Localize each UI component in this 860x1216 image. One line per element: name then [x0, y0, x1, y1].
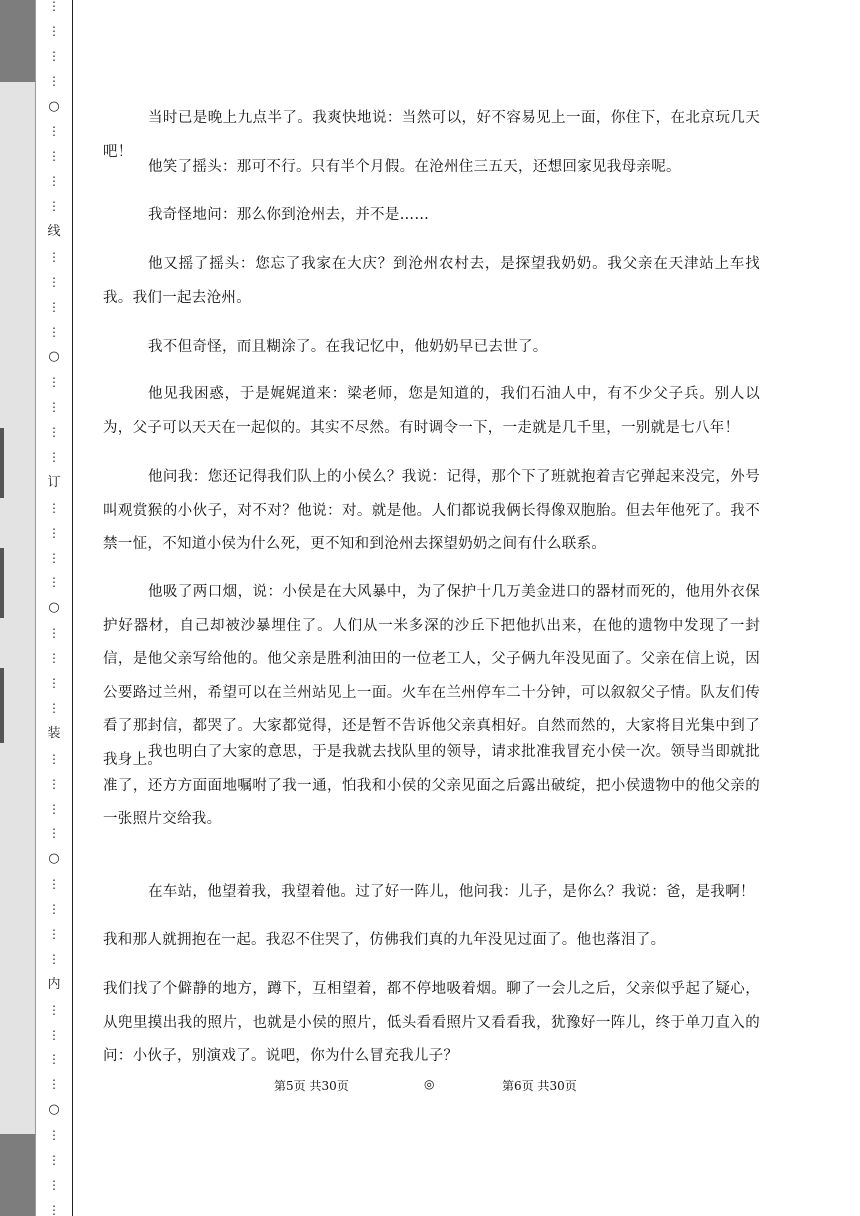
binding-line	[36, 0, 73, 1216]
binding-dots: ⋮	[48, 801, 60, 816]
paragraph: 在车站，他望着我，我望着他。过了好一阵儿，他问我：儿子，是你么？我说：爸，是我啊！	[148, 884, 755, 900]
page-footer	[0, 1077, 860, 1097]
binding-label: 线	[47, 224, 61, 240]
binding-dots: ⋮	[48, 48, 60, 63]
binding-label: 内	[47, 976, 61, 992]
binding-dots: ⋮	[48, 1152, 60, 1167]
binding-dots: ⋮	[48, 926, 60, 941]
binding-dots: ⋮	[48, 274, 60, 289]
binding-dots: ⋮	[48, 1202, 60, 1216]
binding-dots: ⋮	[48, 826, 60, 841]
binding-dots: ⋮	[48, 425, 60, 440]
strip-top-block	[0, 0, 35, 82]
binding-dots: ⋮	[48, 751, 60, 766]
binding-dots: ⋮	[48, 1177, 60, 1192]
binding-dots: ⋮	[48, 1128, 60, 1143]
paragraph: 我不但奇怪，而且糊涂了。在我记忆中，他奶奶早已去世了。	[148, 339, 548, 355]
binding-dots: ⋮	[48, 877, 60, 892]
paragraph: 我奇怪地问：那么你到沧州去，并不是……	[148, 207, 430, 223]
binding-dots: ⋮	[48, 500, 60, 515]
strip-mark	[0, 668, 4, 743]
paragraph: 他笑了摇头：那可不行。只有半个月假。在沧州住三五天，还想回家见我母亲呢。	[148, 159, 681, 175]
footer-center-mark: ◎	[424, 1077, 435, 1091]
paragraph: 他吸了两口烟，说：小侯是在大风暴中，为了保护十几万美金进口的器材而死的，他用外衣保护好器材，自己却被沙暴埋住了。人们从一米多深的沙丘下把他扒出来，在他的遗物中发现了一封信，是他父亲写给他的。他父亲是胜利油田的一位老工人，父子俩九年没见面了。父亲在信上说，因公要路过兰州，希望可以在兰州站见上一面。火车在兰州停车二十分钟，可以叙叙父子情。队友们传看了那封信，都哭了。大家都觉得，还是暂不告诉他父亲真相好。自然而然的，大家将目光集中到了我身上。	[103, 584, 760, 768]
binding-dots: ⋮	[48, 124, 60, 139]
binding-dots: ⋮	[48, 1002, 60, 1017]
binding-dots: ⋮	[48, 1077, 60, 1092]
binding-circle: ○	[48, 349, 60, 365]
paragraph: 他见我困惑，于是娓娓道来：梁老师，您是知道的，我们石油人中，有不少父子兵。别人以为，父子可以天天在一起似的。其实不尽然。有时调令一下，一走就是几千里，一别就是七八年！	[103, 386, 760, 436]
binding-dots: ⋮	[48, 550, 60, 565]
binding-circle: ○	[48, 1102, 60, 1118]
binding-dots: ⋮	[48, 400, 60, 415]
binding-dots: ⋮	[48, 902, 60, 917]
binding-dots: ⋮	[48, 249, 60, 264]
binding-dots: ⋮	[48, 73, 60, 88]
paragraph: 他又摇了摇头：您忘了我家在大庆？到沧州农村去，是探望我奶奶。我父亲在天津站上车找我。我们一起去沧州。	[103, 256, 760, 306]
paragraph: 我和那人就拥抱在一起。我忍不住哭了，仿佛我们真的九年没见过面了。他也落泪了。	[103, 932, 666, 948]
binding-dots: ⋮	[48, 776, 60, 791]
binding-circle: ○	[48, 600, 60, 616]
strip-mark	[0, 428, 4, 498]
binding-dots: ⋮	[48, 626, 60, 641]
binding-dots: ⋮	[48, 1052, 60, 1067]
strip-mark	[0, 548, 4, 618]
paragraph: 我也明白了大家的意思，于是我就去找队里的领导，请求批准我冒充小侯一次。领导当即就批准了，还方方面面地嘱咐了我一通，怕我和小侯的父亲见面之后露出破绽，把小侯遗物中的他父亲的一张照片交给我。	[103, 744, 760, 827]
binding-dots: ⋮	[48, 1027, 60, 1042]
paragraph: 他问我：您还记得我们队上的小侯么？我说：记得，那个下了班就抱着吉它弹起来没完，外号叫观赏猴的小伙子，对不对？他说：对。就是他。人们都说我俩长得像双胞胎。但去年他死了。我不禁一怔，不知道小侯为什么死，更不知和到沧州去探望奶奶之间有什么联系。	[103, 469, 760, 552]
strip-bottom-block	[0, 1134, 35, 1216]
binding-dots: ⋮	[48, 375, 60, 390]
paragraph: 我们找了个僻静的地方，蹲下，互相望着，都不停地吸着烟。聊了一会儿之后，父亲似乎起了疑心，从兜里摸出我的照片，也就是小侯的照片，低头看看照片又看看我，犹豫好一阵儿，终于单刀直入的问：小伙子，别演戏了。说吧，你为什么冒充我儿子？	[103, 981, 760, 1064]
binding-label: 装	[47, 725, 61, 741]
binding-dots: ⋮	[48, 525, 60, 540]
binding-dots: ⋮	[48, 174, 60, 189]
binding-dots: ⋮	[48, 149, 60, 164]
binding-dots: ⋮	[48, 450, 60, 465]
binding-circle: ○	[48, 851, 60, 867]
footer-left-page-number: 第5页 共30页	[274, 1079, 349, 1093]
binding-dots: ⋮	[48, 324, 60, 339]
left-margin-strip	[0, 0, 36, 1216]
binding-label: 订	[47, 474, 61, 490]
binding-dots: ⋮	[48, 676, 60, 691]
binding-dots: ⋮	[48, 299, 60, 314]
binding-dots: ⋮	[48, 23, 60, 38]
binding-dots: ⋮	[48, 575, 60, 590]
binding-circle: ○	[48, 98, 60, 114]
paragraph: 当时已是晚上九点半了。我爽快地说：当然可以，好不容易见上一面，你住下，在北京玩几天吧！	[103, 110, 760, 160]
binding-dots: ⋮	[48, 651, 60, 666]
binding-dots: ⋮	[48, 0, 60, 13]
binding-dots: ⋮	[48, 199, 60, 214]
binding-dots: ⋮	[48, 951, 60, 966]
binding-dots: ⋮	[48, 700, 60, 715]
footer-right-page-number: 第6页 共30页	[502, 1079, 577, 1093]
